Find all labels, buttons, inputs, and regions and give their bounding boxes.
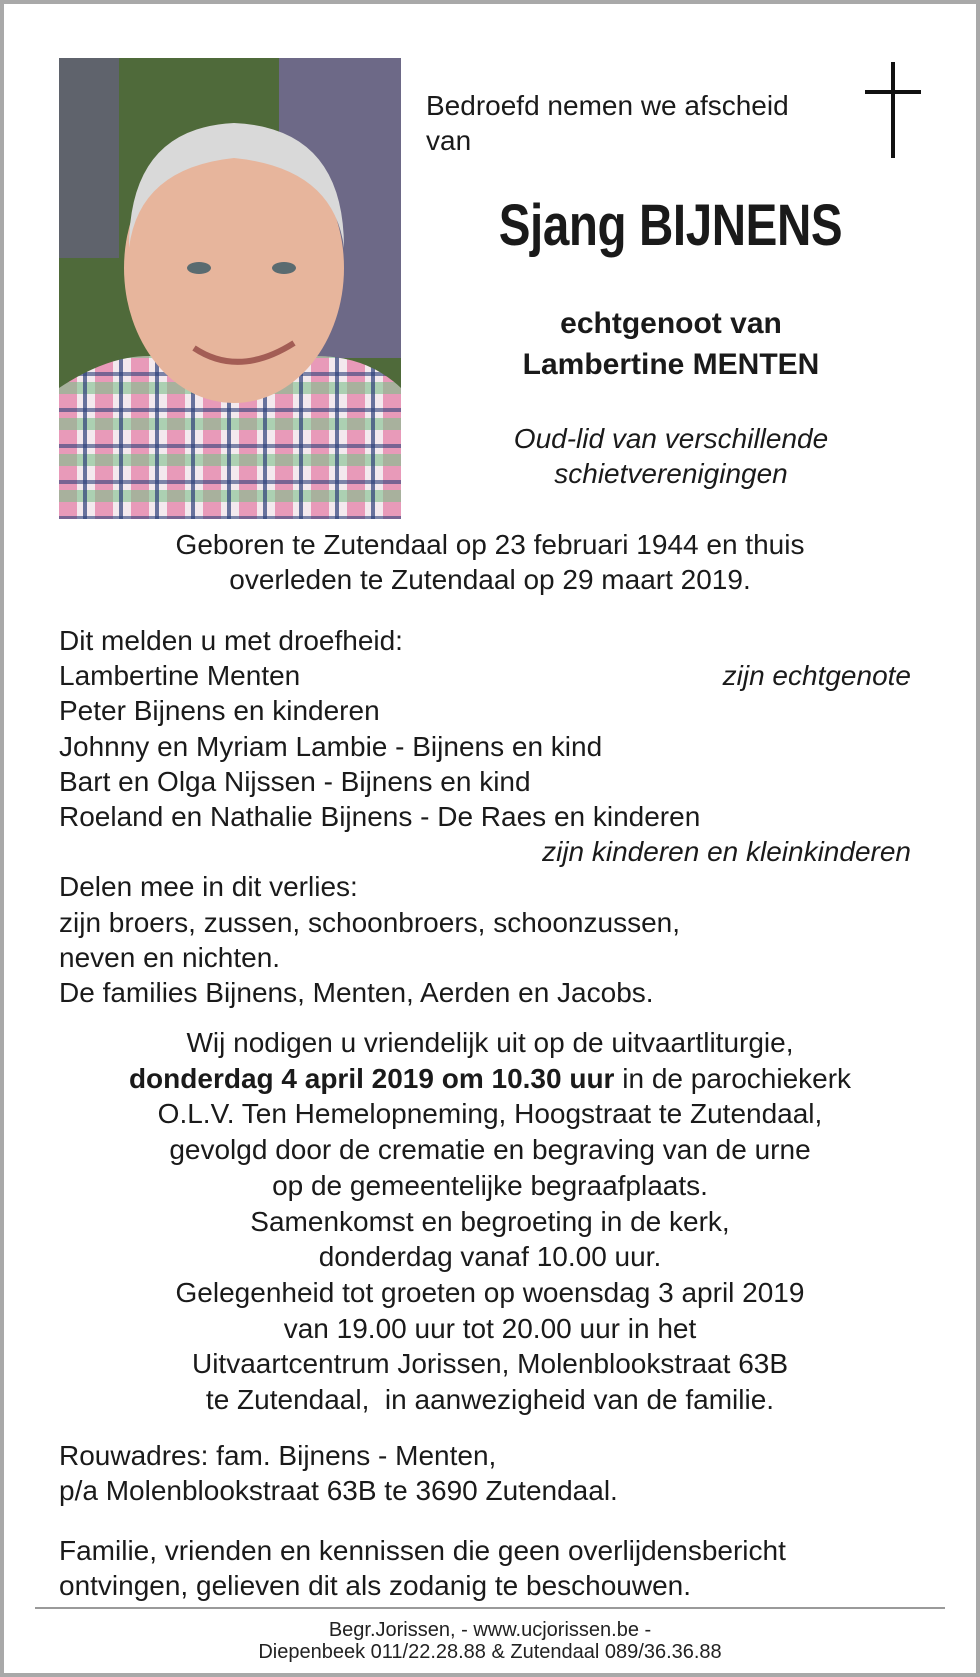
ceremony-line: te Zutendaal, in aanwezigheid van de familie.	[205, 1384, 775, 1416]
ceremony-line: donderdag vanaf 10.00 uur.	[318, 1241, 662, 1273]
footer-line: Begr.Jorissen, - www.ucjorissen.be -	[328, 1619, 652, 1641]
family-intro: Dit melden u met droefheid:	[59, 625, 403, 656]
family-spouse-row	[59, 658, 911, 693]
funeral-home-footer	[0, 1619, 980, 1663]
intro-line: Bedroefd nemen we afscheid	[426, 90, 789, 121]
ceremony-line: gevolgd door de crematie en begraving van de urne	[169, 1134, 811, 1166]
ceremony-date-line	[0, 1061, 980, 1097]
ceremony-line: Uitvaartcentrum Jorissen, Molenblookstraat 63B	[191, 1348, 789, 1380]
spouse-info	[420, 303, 922, 385]
family-spouse-name: Lambertine Menten	[59, 660, 301, 692]
ceremony-line: Gelegenheid tot groeten op woensdag 3 april 2019	[175, 1276, 805, 1308]
ceremony-date: donderdag 4 april 2019 om 10.30 uur	[128, 1062, 615, 1094]
family-child: Roeland en Nathalie Bijnens - De Raes en kinderen	[59, 801, 701, 833]
portrait-photo	[59, 58, 401, 519]
family-child: Peter Bijnens en kinderen	[59, 695, 380, 727]
divider	[35, 1607, 945, 1609]
deceased-name-text: Sjang BIJNENS	[498, 193, 842, 258]
birth-death-info	[0, 527, 980, 597]
address-line: p/a Molenblookstraat 63B te 3690 Zutendaal.	[59, 1475, 618, 1507]
family-child: Johnny en Myriam Lambie - Bijnens en kind	[59, 730, 603, 762]
spouse-name: Lambertine MENTEN	[522, 348, 820, 381]
role-text	[420, 421, 922, 491]
family-child: Bart en Olga Nijssen - Bijnens en kind	[59, 765, 531, 797]
family-other: De families Bijnens, Menten, Aerden en Jacobs.	[59, 977, 654, 1009]
notice-line: ontvingen, gelieven dit als zodanig te beschouwen.	[59, 1570, 691, 1602]
intro-line: van	[426, 125, 472, 156]
ceremony-line: van 19.00 uur tot 20.00 uur in het	[283, 1312, 697, 1344]
family-children-role: zijn kinderen en kleinkinderen	[542, 836, 911, 868]
death-line: overleden te Zutendaal op 29 maart 2019.	[229, 564, 751, 595]
ceremony-line: O.L.V. Ten Hemelopneming, Hoogstraat te Zutendaal,	[157, 1098, 823, 1130]
role-line: Oud-lid van verschillende	[513, 423, 829, 454]
role-line: schietverenigingen	[554, 458, 788, 489]
spouse-label: echtgenoot van	[560, 307, 782, 340]
ceremony-location: in de parochiekerk	[614, 1062, 852, 1094]
birth-line: Geboren te Zutendaal op 23 februari 1944 en thuis	[175, 529, 805, 560]
cross-icon	[865, 62, 921, 158]
family-list	[59, 623, 911, 1010]
address-line: Rouwadres: fam. Bijnens - Menten,	[59, 1440, 497, 1471]
intro-text	[426, 88, 789, 158]
notice-text	[59, 1533, 911, 1603]
ceremony-line: Samenkomst en begroeting in de kerk,	[250, 1205, 730, 1237]
deceased-name	[420, 190, 920, 262]
notice-line: Familie, vrienden en kennissen die geen overlijdensbericht	[59, 1535, 786, 1566]
family-other: zijn broers, zussen, schoonbroers, schoonzussen,	[59, 906, 680, 938]
ceremony-line: op de gemeentelijke begraafplaats.	[272, 1169, 708, 1201]
ceremony-line: Wij nodigen u vriendelijk uit op de uitvaartliturgie,	[186, 1027, 794, 1058]
ceremony-info	[0, 1025, 980, 1418]
footer-line: Diepenbeek 011/22.28.88 & Zutendaal 089/36.36.88	[258, 1641, 722, 1663]
mourning-address	[59, 1438, 911, 1508]
family-other: neven en nichten.	[59, 941, 281, 973]
family-spouse-role: zijn echtgenote	[722, 660, 911, 692]
family-other: Delen mee in dit verlies:	[59, 871, 358, 903]
